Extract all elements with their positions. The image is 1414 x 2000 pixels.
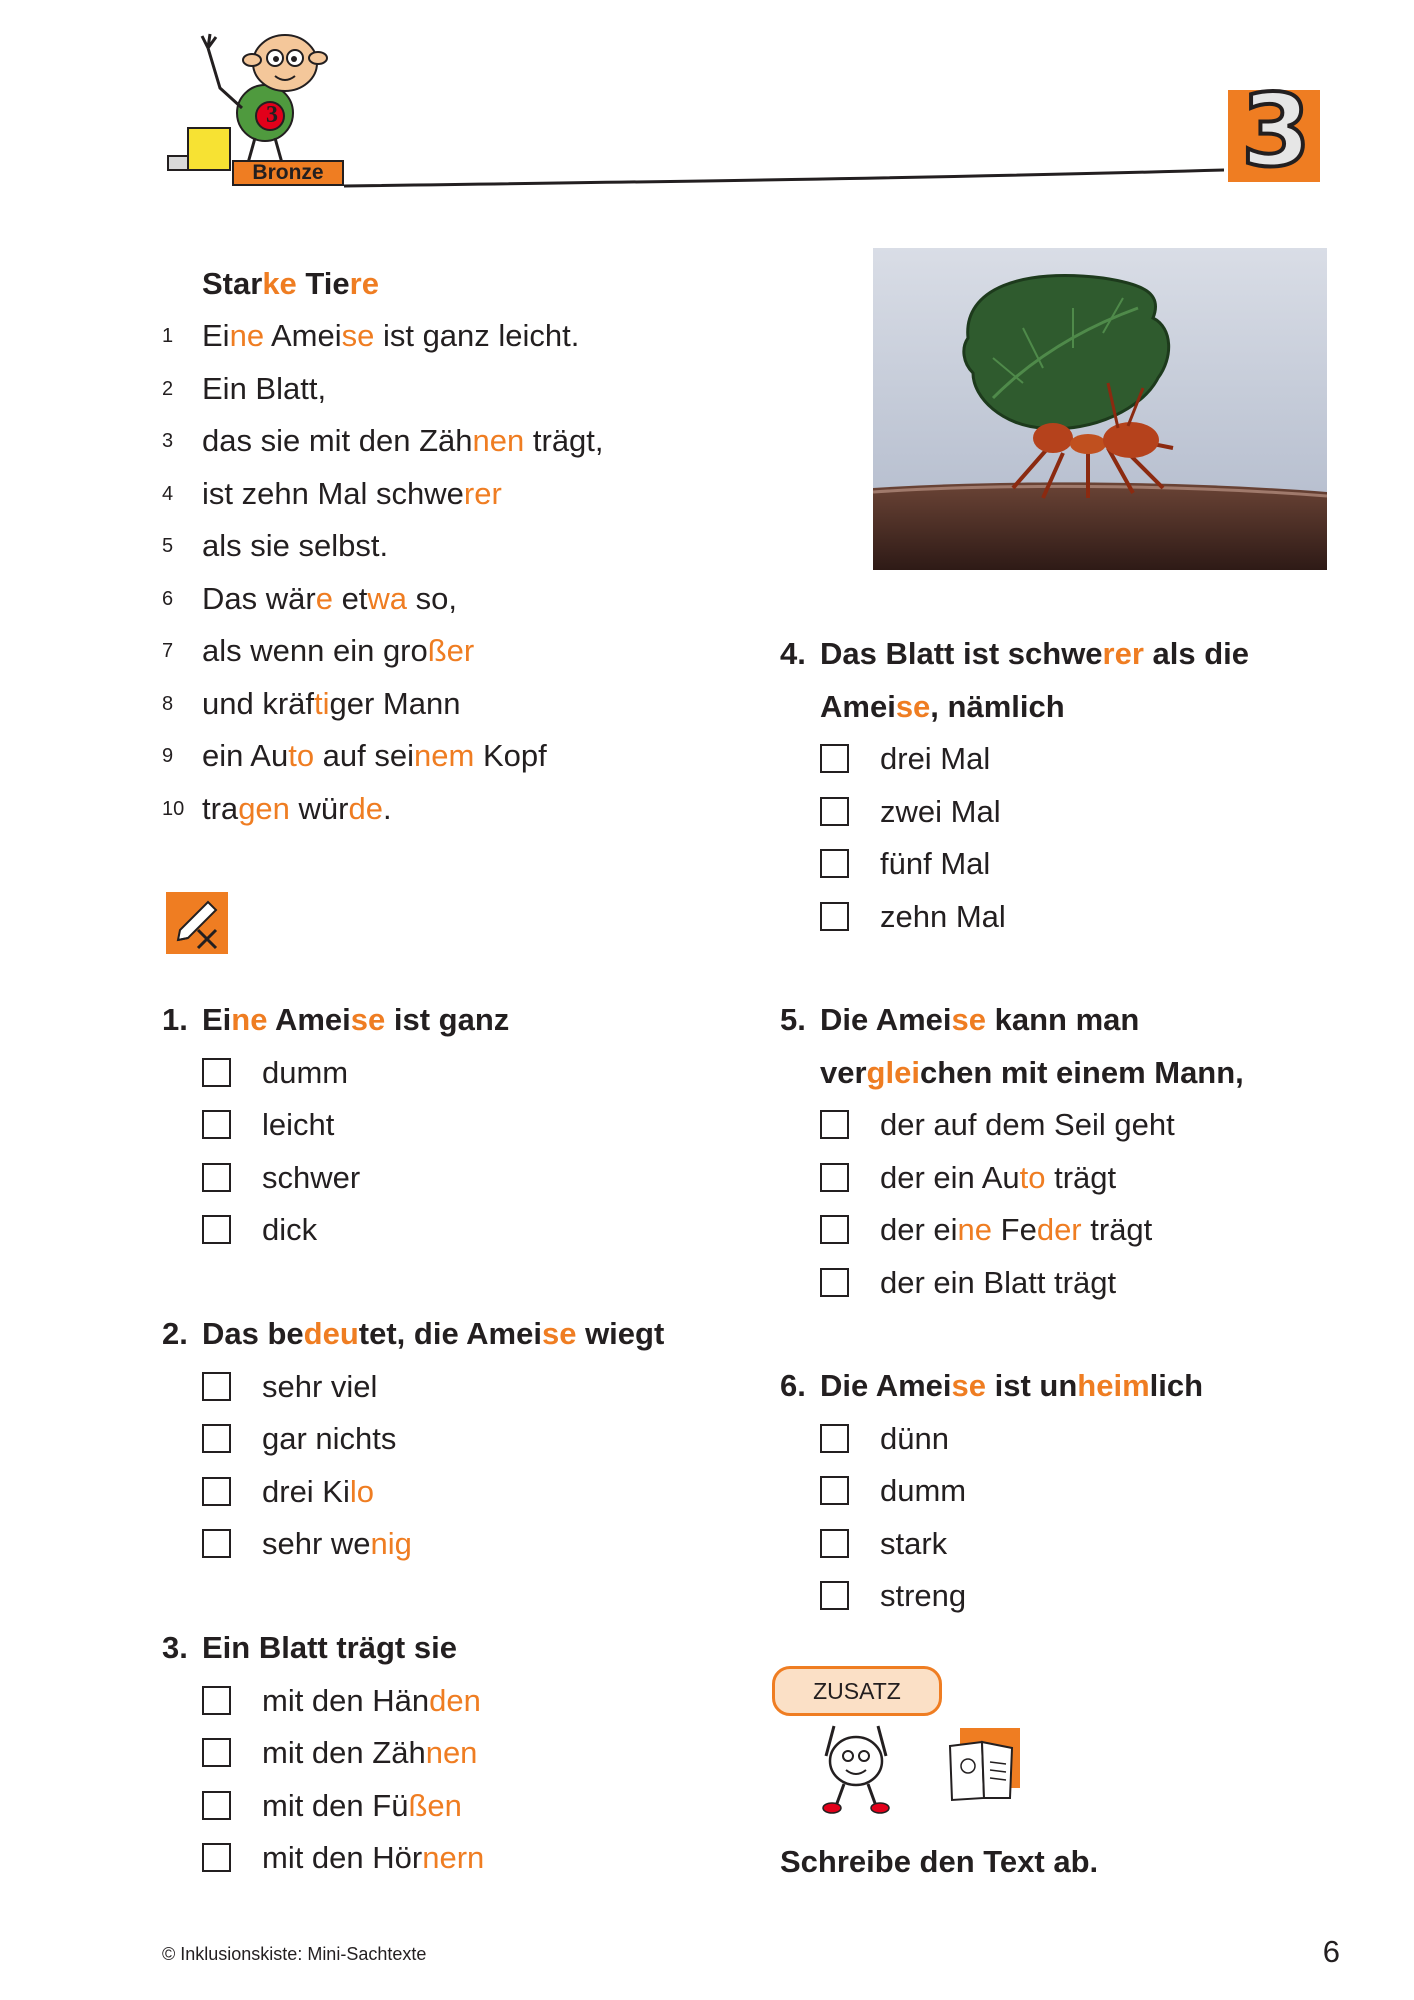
- text-segment: wiegt: [576, 1316, 665, 1351]
- text-segment: dick: [262, 1212, 318, 1247]
- footer-copyright: © Inklusionskiste: Mini-Sachtexte: [162, 1944, 427, 1964]
- text-segment: das sie mit den Zäh: [202, 423, 473, 458]
- text-segment: drei Ki: [262, 1473, 350, 1509]
- highlight-syllable: se: [541, 1316, 577, 1351]
- answer-checkbox[interactable]: [820, 1529, 849, 1558]
- line-number: 6: [162, 587, 174, 610]
- text-segment: trägt: [1081, 1212, 1153, 1247]
- answer-label: [880, 1413, 949, 1465]
- question-text: [820, 1360, 1203, 1412]
- answer-checkbox[interactable]: [202, 1110, 231, 1139]
- answer-label: [880, 733, 990, 785]
- line-number: 4: [162, 482, 174, 505]
- highlight-syllable: ti: [314, 685, 330, 721]
- answer-label: [262, 1727, 477, 1779]
- highlight-syllable: gen: [238, 790, 290, 826]
- text-segment: trägt,: [524, 423, 604, 458]
- text-segment: lich: [1149, 1368, 1204, 1403]
- highlight-syllable: re: [349, 266, 379, 301]
- answer-checkbox[interactable]: [820, 1215, 849, 1244]
- text-segment: zwei Mal: [880, 793, 1001, 829]
- line-number: 9: [162, 745, 174, 767]
- answer-checkbox[interactable]: [820, 849, 849, 878]
- question-text: [820, 1047, 1244, 1099]
- highlight-syllable: nem: [414, 738, 475, 773]
- text-segment: als wenn ein gro: [202, 633, 428, 668]
- mascot-lifting-icon: [806, 1716, 906, 1816]
- answer-checkbox[interactable]: [820, 1268, 849, 1297]
- line-text: [202, 783, 392, 835]
- header: [0, 0, 1414, 200]
- text-segment: so,: [407, 580, 458, 616]
- line-text: [202, 310, 579, 362]
- text-segment: Das be: [202, 1316, 304, 1351]
- highlight-syllable: deu: [303, 1316, 359, 1351]
- text-segment: tet, die Amei: [358, 1316, 542, 1351]
- highlight-syllable: de: [348, 790, 383, 826]
- question-text: [202, 994, 509, 1046]
- text-segment: mit den Zäh: [262, 1735, 426, 1770]
- text-segment: Das Blatt ist schwe: [820, 636, 1103, 671]
- line-text: [202, 678, 460, 730]
- reading-text: [0, 310, 720, 830]
- text-segment: .: [382, 790, 392, 826]
- highlight-syllable: ne: [229, 318, 265, 353]
- text-segment: der auf dem Seil geht: [880, 1107, 1175, 1142]
- question-text: [202, 1308, 664, 1360]
- text-segment: als sie selbst.: [202, 528, 389, 563]
- answer-label: [880, 891, 1006, 943]
- highlight-syllable: se: [350, 1002, 386, 1037]
- text-segment: Star: [202, 266, 263, 301]
- question-text: [202, 1622, 457, 1674]
- text-segment: der ei: [880, 1212, 958, 1247]
- reading-title-text: [202, 266, 379, 301]
- pencil-task-icon: [164, 890, 230, 956]
- highlight-syllable: to: [288, 738, 315, 773]
- answer-checkbox[interactable]: [202, 1163, 231, 1192]
- bronze-label: Bronze: [252, 161, 324, 184]
- text-segment: Fe: [992, 1212, 1037, 1247]
- text-segment: ist un: [986, 1368, 1078, 1403]
- text-segment: Ein Blatt,: [202, 370, 327, 406]
- question-text: [820, 628, 1249, 680]
- answer-checkbox[interactable]: [202, 1529, 231, 1558]
- answer-label: [262, 1780, 462, 1832]
- highlight-syllable: ke: [262, 266, 297, 301]
- text-segment: ist ganz leicht.: [374, 318, 580, 353]
- reading-title: [202, 258, 379, 310]
- answer-checkbox[interactable]: [820, 744, 849, 773]
- text-segment: streng: [880, 1578, 967, 1613]
- line-text: [202, 573, 457, 625]
- answer-label: [880, 786, 1001, 838]
- answer-label: [880, 1204, 1152, 1256]
- text-segment: Amei: [820, 688, 896, 724]
- question-number: 6.: [780, 1368, 806, 1403]
- answer-label: [262, 1152, 360, 1204]
- text-segment: mit den Hän: [262, 1682, 430, 1718]
- text-segment: sehr viel: [262, 1368, 378, 1404]
- answer-checkbox[interactable]: [820, 1476, 849, 1505]
- text-segment: sehr we: [262, 1526, 371, 1561]
- text-segment: und kräf: [202, 685, 315, 721]
- highlight-syllable: nern: [422, 1840, 485, 1875]
- answer-checkbox[interactable]: [202, 1843, 231, 1872]
- book-icon: [946, 1728, 1022, 1802]
- highlight-syllable: rer: [1102, 636, 1144, 671]
- answer-label: [880, 1152, 1116, 1204]
- zusatz-label: ZUSATZ: [813, 1678, 901, 1704]
- answer-label: [880, 1570, 966, 1622]
- answer-label: [880, 1099, 1175, 1151]
- answer-label: [880, 1518, 947, 1570]
- text-segment: als die: [1143, 636, 1250, 671]
- text-segment: ist ganz: [385, 1002, 510, 1037]
- answer-label: [262, 1466, 374, 1518]
- line-number: 8: [162, 692, 174, 715]
- text-segment: dumm: [880, 1473, 967, 1508]
- zusatz-instruction: Schreibe den Text ab.: [780, 1844, 1099, 1879]
- answer-label: [262, 1204, 317, 1256]
- highlight-syllable: ßer: [427, 633, 475, 668]
- answer-label: [262, 1099, 334, 1151]
- question-number: 4.: [780, 636, 806, 671]
- highlight-syllable: e: [315, 580, 333, 616]
- text-segment: ein Au: [202, 738, 289, 773]
- level-number: 3: [1241, 72, 1311, 189]
- text-segment: Kopf: [474, 738, 547, 773]
- question-text: [820, 681, 1065, 733]
- question-number: 3.: [162, 1630, 188, 1665]
- answer-checkbox[interactable]: [202, 1686, 231, 1715]
- answer-label: [880, 1257, 1116, 1309]
- text-segment: auf sei: [314, 738, 415, 773]
- highlight-syllable: ßen: [408, 1787, 462, 1823]
- highlight-syllable: lo: [349, 1473, 375, 1509]
- answer-checkbox[interactable]: [202, 1215, 231, 1244]
- highlight-syllable: nig: [370, 1526, 412, 1561]
- text-segment: stark: [880, 1525, 948, 1561]
- text-segment: Die Amei: [820, 1368, 952, 1403]
- text-segment: Das wär: [202, 580, 316, 616]
- text-segment: , nämlich: [930, 688, 1065, 724]
- text-segment: Ei: [202, 1002, 232, 1037]
- line-text: [202, 468, 502, 520]
- line-text: [202, 415, 604, 467]
- text-segment: leicht: [262, 1107, 335, 1142]
- text-segment: ger Mann: [329, 685, 461, 721]
- answer-checkbox[interactable]: [820, 797, 849, 826]
- highlight-syllable: nen: [425, 1735, 478, 1770]
- answer-label: [262, 1361, 377, 1413]
- text-segment: drei Mal: [880, 741, 991, 776]
- answer-checkbox[interactable]: [202, 1058, 231, 1087]
- text-segment: Amei: [264, 318, 342, 353]
- highlight-syllable: nen: [472, 423, 525, 458]
- highlight-syllable: to: [1019, 1159, 1046, 1195]
- answer-label: [262, 1832, 484, 1884]
- page-number: 6: [1322, 1934, 1340, 1969]
- highlight-syllable: heim: [1077, 1368, 1150, 1403]
- text-segment: der ein Au: [880, 1159, 1020, 1195]
- line-number: 7: [162, 640, 174, 662]
- question-number: 2.: [162, 1316, 188, 1351]
- text-segment: zehn Mal: [880, 898, 1006, 934]
- answer-label: [262, 1675, 481, 1727]
- text-segment: Tie: [296, 266, 350, 301]
- highlight-syllable: rer: [463, 475, 502, 511]
- question-number: 5.: [780, 1002, 806, 1037]
- text-segment: trägt: [1045, 1159, 1117, 1195]
- answer-checkbox[interactable]: [820, 902, 849, 931]
- answer-checkbox[interactable]: [202, 1372, 231, 1401]
- header-rule: [344, 164, 1224, 192]
- text-segment: wür: [289, 790, 349, 826]
- line-text: [202, 625, 474, 677]
- line-number: 3: [162, 430, 174, 452]
- question-text: [820, 994, 1139, 1046]
- answer-checkbox[interactable]: [202, 1477, 231, 1506]
- highlight-syllable: wa: [367, 580, 408, 616]
- highlight-syllable: den: [429, 1682, 481, 1718]
- highlight-syllable: se: [341, 318, 375, 353]
- answer-label: [880, 1465, 966, 1517]
- text-segment: schwer: [262, 1159, 361, 1195]
- text-segment: fünf Mal: [880, 846, 991, 881]
- line-text: [202, 730, 547, 782]
- text-segment: Ei: [202, 318, 230, 353]
- text-segment: et: [332, 580, 368, 616]
- text-segment: Die Amei: [820, 1002, 952, 1037]
- line-text: [202, 520, 388, 572]
- text-segment: mit den Hör: [262, 1840, 423, 1875]
- text-segment: ist zehn Mal schwe: [202, 475, 464, 511]
- text-segment: gar nichts: [262, 1421, 397, 1456]
- highlight-syllable: der: [1036, 1212, 1082, 1247]
- text-segment: der ein Blatt trägt: [880, 1264, 1117, 1300]
- line-number: 1: [162, 325, 174, 347]
- answer-checkbox[interactable]: [820, 1581, 849, 1610]
- highlight-syllable: se: [951, 1002, 986, 1037]
- highlight-syllable: se: [895, 688, 931, 724]
- ant-carrying-leaf-photo: [873, 248, 1327, 570]
- answer-checkbox[interactable]: [820, 1163, 849, 1192]
- text-segment: mit den Fü: [262, 1787, 409, 1823]
- text-segment: tra: [202, 790, 239, 826]
- text-segment: dünn: [880, 1420, 949, 1456]
- answer-label: [262, 1413, 396, 1465]
- text-segment: dumm: [262, 1054, 349, 1090]
- text-segment: ver: [820, 1054, 867, 1090]
- line-number: 2: [162, 377, 174, 400]
- text-segment: chen mit einem Mann,: [919, 1054, 1244, 1090]
- answer-checkbox[interactable]: [202, 1738, 231, 1767]
- answer-checkbox[interactable]: [202, 1424, 231, 1453]
- line-number: 5: [162, 535, 174, 557]
- highlight-syllable: se: [951, 1368, 986, 1403]
- line-text: [202, 363, 326, 415]
- text-segment: Ein Blatt trägt sie: [202, 1630, 457, 1665]
- answer-label: [880, 838, 990, 890]
- question-number: 1.: [162, 1002, 188, 1037]
- answer-label: [262, 1518, 412, 1570]
- answer-checkbox[interactable]: [202, 1791, 231, 1820]
- line-number: 10: [162, 797, 185, 820]
- highlight-syllable: glei: [866, 1054, 920, 1090]
- answer-checkbox[interactable]: [820, 1424, 849, 1453]
- highlight-syllable: ne: [957, 1212, 993, 1247]
- highlight-syllable: ne: [231, 1002, 268, 1037]
- answer-checkbox[interactable]: [820, 1110, 849, 1139]
- text-segment: Amei: [267, 1002, 351, 1037]
- medal-number: 3: [266, 102, 278, 128]
- answer-label: [262, 1047, 348, 1099]
- text-segment: kann man: [986, 1002, 1140, 1037]
